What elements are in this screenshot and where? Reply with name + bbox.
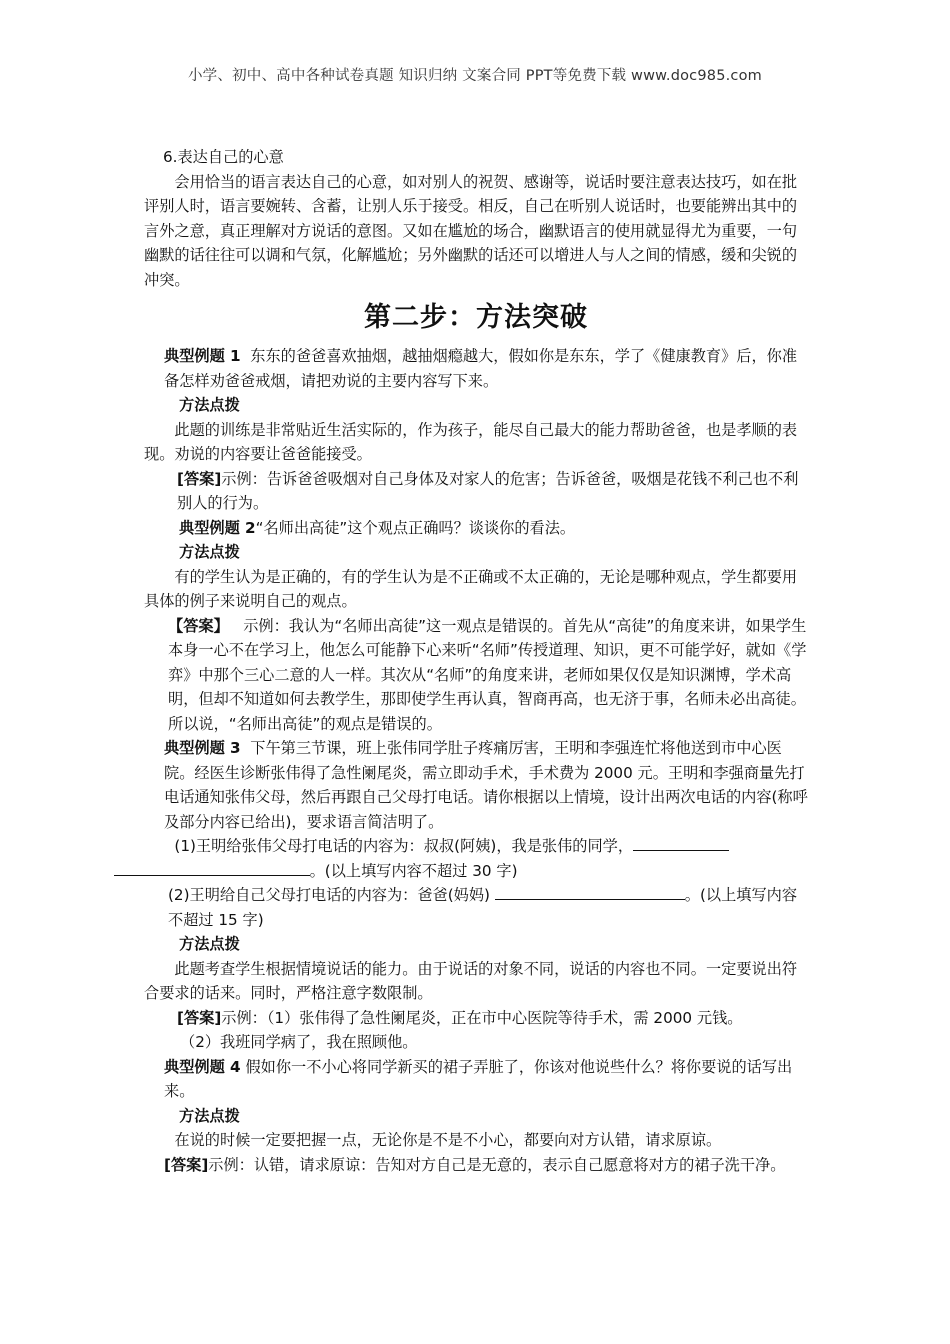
method-tip-label — [144, 932, 808, 957]
example-3 — [144, 736, 808, 834]
answer-continued: （2）我班同学病了，我在照顾他。 — [180, 1033, 418, 1051]
fill-blank-suffix: 。(以上填写内容不超过 15 字) — [168, 886, 798, 929]
tip-label-text: 方法点拨 — [179, 543, 240, 561]
section-heading: 6.表达自己的心意 — [163, 148, 284, 166]
method-tip-label — [144, 393, 808, 418]
answer-label: [答案] — [164, 1155, 209, 1174]
answer — [144, 614, 808, 737]
method-tip-label — [144, 540, 808, 565]
fill-blank-prefix: (1)王明给张伟父母打电话的内容为：叔叔(阿姨)，我是张伟的同学， — [174, 837, 634, 855]
answer-blank — [495, 885, 685, 900]
answer-text: 示例：告诉爸爸吸烟对自己身体及对家人的危害；告诉爸爸，吸烟是花钱不利己也不利别人的行为。 — [177, 469, 799, 512]
page-title: 第二步：方法突破 — [364, 302, 588, 333]
page-header: 小学、初中、高中各种试卷真题 知识归纳 文案合同 PPT等免费下载 www.doc985.com — [187, 68, 763, 84]
answer-text: 示例：（1）张伟得了急性阑尾炎，正在市中心医院等待手术，需 2000 元钱。 — [221, 1008, 743, 1027]
answer — [144, 1153, 808, 1178]
answer-blank — [114, 861, 310, 876]
example-question: “名师出高徒”这个观点正确吗？谈谈你的看法。 — [255, 518, 576, 537]
answer-blank — [633, 836, 729, 851]
fill-blank-1 — [144, 834, 808, 883]
fill-blank-2 — [144, 883, 808, 932]
method-tip: 在说的时候一定要把握一点，无论你是不是不小心，都要向对方认错，请求原谅。 — [174, 1131, 722, 1149]
example-label: 典型例题 1 — [164, 347, 241, 365]
example-4 — [144, 1055, 808, 1104]
example-question: 假如你一不小心将同学新买的裙子弄脏了，你该对他说些什么？将你要说的话写出来。 — [164, 1057, 793, 1100]
method-tip: 有的学生认为是正确的，有的学生认为是不正确或不太正确的，无论是哪种观点，学生都要用具体的例子来说明自己的观点。 — [144, 567, 798, 610]
example-label: 典型例题 4 — [164, 1057, 241, 1076]
method-tip: 此题的训练是非常贴近生活实际的，作为孩子，能尽自己最大的能力帮助爸爸，也是孝顺的表现。劝说的内容要让爸爸能接受。 — [144, 420, 798, 463]
section-paragraph: 会用恰当的语言表达自己的心意，如对别人的祝贺、感谢等，说话时要注意表达技巧，如在批评别人时，语言要婉转、含蓄，让别人乐于接受。相反，自己在听别人说话时，也要能辨出其中的言外之意，真正理解对方说话的意图。又如在尴尬的场合，幽默语言的使用就显得尤为重要，一句幽默的话往往可以调和气氛，化解尴尬；另外幽默的话还可以增进人与人之间的情感，缓和尖锐的冲突。 — [144, 172, 798, 289]
tip-label-text: 方法点拨 — [179, 1106, 240, 1125]
method-tip: 此题考查学生根据情境说话的能力。由于说话的对象不同，说话的内容也不同。一定要说出符合要求的话来。同时，严格注意字数限制。 — [144, 959, 798, 1002]
fill-blank-suffix: 。(以上填写内容不超过 30 字) — [309, 861, 518, 880]
answer-text: 示例：我认为“名师出高徒”这一观点是错误的。首先从“高徒”的角度来讲，如果学生本身一心不在学习上，他怎么可能静下心来听“名师”传授道理、知识，更不可能学好，就如《学弈》中那个三心二意的人一样。其次从“名师”的角度来讲，老师如果仅仅是知识渊博，学术高明，但却不知道如何去教学生，那即使学生再认真，智商再高，也无济于事，名师未必出高徒。所以说，“名师出高徒”的观点是错误的。 — [168, 616, 807, 733]
example-question: 下午第三节课，班上张伟同学肚子疼痛厉害，王明和李强连忙将他送到市中心医院。经医生诊断张伟得了急性阑尾炎，需立即动手术，手术费为 2000 元。王明和李强商量先打电话通知张伟父母，然后再跟自己父母打电话。请你根据以上情境，设计出两次电话的内容(称呼及部分内容已给出)，要求语言简洁明了。 — [164, 739, 808, 831]
example-1 — [144, 344, 808, 393]
answer-label: 【答案】 — [168, 616, 229, 635]
answer-label: [答案] — [177, 1008, 222, 1027]
document-body — [144, 145, 808, 1177]
fill-blank-prefix: (2)王明给自己父母打电话的内容为：爸爸(妈妈) — [168, 886, 490, 904]
tip-label-text: 方法点拨 — [179, 935, 240, 953]
answer-label: [答案] — [177, 469, 222, 488]
method-tip-label — [144, 1104, 808, 1129]
example-label: 典型例题 3 — [164, 739, 241, 757]
answer — [144, 467, 808, 516]
example-label: 典型例题 2 — [179, 518, 256, 537]
example-2 — [144, 516, 808, 541]
example-question: 东东的爸爸喜欢抽烟，越抽烟瘾越大，假如你是东东，学了《健康教育》后，你准备怎样劝爸爸戒烟，请把劝说的主要内容写下来。 — [164, 347, 798, 390]
answer — [144, 1006, 808, 1031]
tip-label-text: 方法点拨 — [179, 396, 240, 414]
answer-text: 示例：认错，请求原谅：告知对方自己是无意的，表示自己愿意将对方的裙子洗干净。 — [208, 1155, 786, 1174]
